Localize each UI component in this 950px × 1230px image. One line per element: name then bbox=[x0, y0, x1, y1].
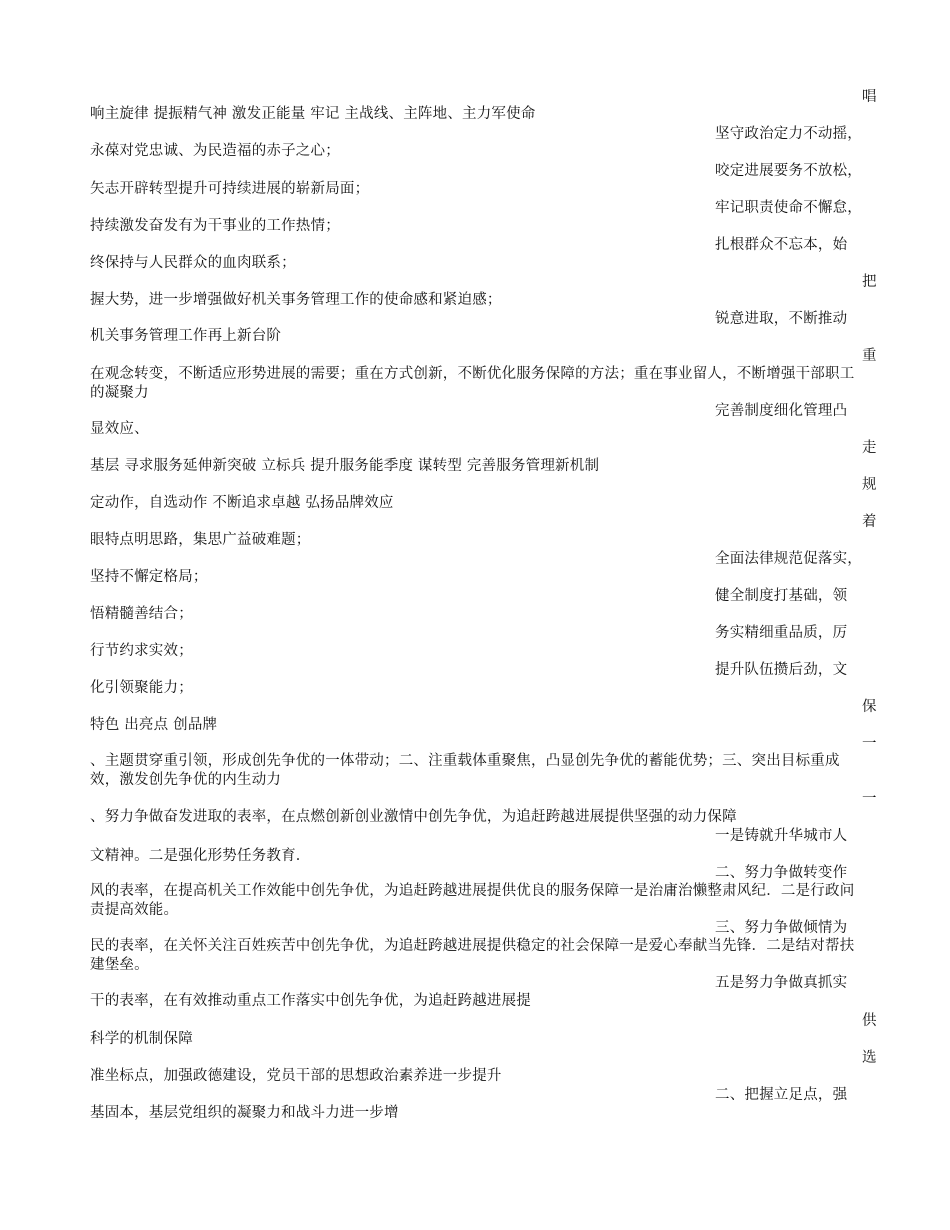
side-line: 咬定进展要务不放松， bbox=[715, 163, 862, 179]
body-line: 显效应、 bbox=[90, 421, 149, 437]
side-line: 锐意进取，不断推动 bbox=[715, 311, 848, 327]
side-line: 唱 bbox=[862, 89, 877, 105]
body-line: 准坐标点，加强政德建设，党员干部的思想政治素养进一步提升 bbox=[90, 1068, 502, 1084]
body-line: 基固本，基层党组织的凝聚力和战斗力进一步增 bbox=[90, 1105, 399, 1121]
side-line: 牢记职责使命不懈怠， bbox=[715, 200, 862, 216]
side-line: 完善制度细化管理凸 bbox=[715, 403, 848, 419]
side-line: 健全制度打基础，领 bbox=[715, 588, 848, 604]
side-line: 全面法律规范促落实， bbox=[715, 551, 862, 567]
side-line: 提升队伍攒后劲，文 bbox=[715, 662, 848, 678]
body-paragraph: 民的表率，在关怀关注百姓疾苦中创先争优，为追赶跨越进展提供稳定的社会保障一是爱心奉献当先锋．二是结对帮扶建堡垒。 bbox=[90, 938, 855, 973]
body-line: 行节约求实效； bbox=[90, 643, 193, 659]
side-line: 走 bbox=[862, 440, 877, 456]
body-line: 终保持与人民群众的血肉联系； bbox=[90, 255, 296, 271]
body-line: 响主旋律 提振精气神 激发正能量 牢记 主战线、主阵地、主力军使命 bbox=[90, 106, 536, 122]
body-line: 悟精髓善结合； bbox=[90, 606, 193, 622]
body-line: 机关事务管理工作再上新台阶 bbox=[90, 328, 282, 344]
body-paragraph: 风的表率，在提高机关工作效能中创先争优，为追赶跨越进展提供优良的服务保障一是治庸治懒整肃风纪．二是行政问责提高效能。 bbox=[90, 883, 855, 918]
side-line: 二、努力争做转变作 bbox=[715, 865, 848, 881]
side-line: 一 bbox=[862, 791, 877, 807]
side-line: 把 bbox=[862, 274, 877, 290]
body-line: 化引领聚能力； bbox=[90, 680, 193, 696]
body-paragraph: 、主题贯穿重引领，形成创先争优的一体带动；二、注重载体重聚焦，凸显创先争优的蓄能优势；三、突出目标重成效，激发创先争优的内生动力 bbox=[90, 753, 840, 788]
body-line: 眼特点明思路，集思广益破难题； bbox=[90, 532, 311, 548]
side-line: 一 bbox=[862, 736, 877, 752]
side-line: 二、把握立足点，强 bbox=[715, 1087, 848, 1103]
side-line: 着 bbox=[862, 514, 877, 530]
body-line: 定动作，自选动作 不断追求卓越 弘扬品牌效应 bbox=[90, 495, 394, 511]
side-line: 扎根群众不忘本，始 bbox=[715, 237, 848, 253]
body-line: 持续激发奋发有为干事业的工作热情； bbox=[90, 218, 340, 234]
side-line: 三、努力争做倾情为 bbox=[715, 920, 848, 936]
body-line: 基层 寻求服务延伸新突破 立标兵 提升服务能季度 谋转型 完善服务管理新机制 bbox=[90, 458, 600, 474]
body-line: 科学的机制保障 bbox=[90, 1031, 193, 1047]
side-line: 选 bbox=[862, 1050, 877, 1066]
side-line: 供 bbox=[862, 1013, 877, 1029]
side-line: 保 bbox=[862, 699, 877, 715]
body-line: 、努力争做奋发进取的表率，在点燃创新创业激情中创先争优，为追赶跨越进展提供坚强的动力保障 bbox=[90, 809, 737, 825]
body-line: 干的表率，在有效推动重点工作落实中创先争优，为追赶跨越进展提 bbox=[90, 993, 531, 1009]
side-line: 五是努力争做真抓实 bbox=[715, 975, 848, 991]
side-line: 坚守政治定力不动摇， bbox=[715, 126, 862, 142]
body-line: 永葆对党忠诚、为民造福的赤子之心； bbox=[90, 143, 340, 159]
body-line: 特色 出亮点 创品牌 bbox=[90, 717, 218, 733]
body-line: 矢志开辟转型提升可持续进展的崭新局面； bbox=[90, 181, 370, 197]
body-line: 文精神。二是强化形势任务教育． bbox=[90, 848, 311, 864]
body-line: 坚持不懈定格局； bbox=[90, 569, 208, 585]
side-line: 规 bbox=[862, 477, 877, 493]
side-line: 一是铸就升华城市人 bbox=[715, 828, 848, 844]
body-line: 握大势，进一步增强做好机关事务管理工作的使命感和紧迫感； bbox=[90, 292, 502, 308]
side-line: 务实精细重品质，厉 bbox=[715, 625, 848, 641]
body-paragraph: 在观念转变，不断适应形势进展的需要；重在方式创新，不断优化服务保障的方法；重在事业留人，不断增强干部职工的凝聚力 bbox=[90, 366, 855, 401]
side-line: 重 bbox=[862, 348, 877, 364]
